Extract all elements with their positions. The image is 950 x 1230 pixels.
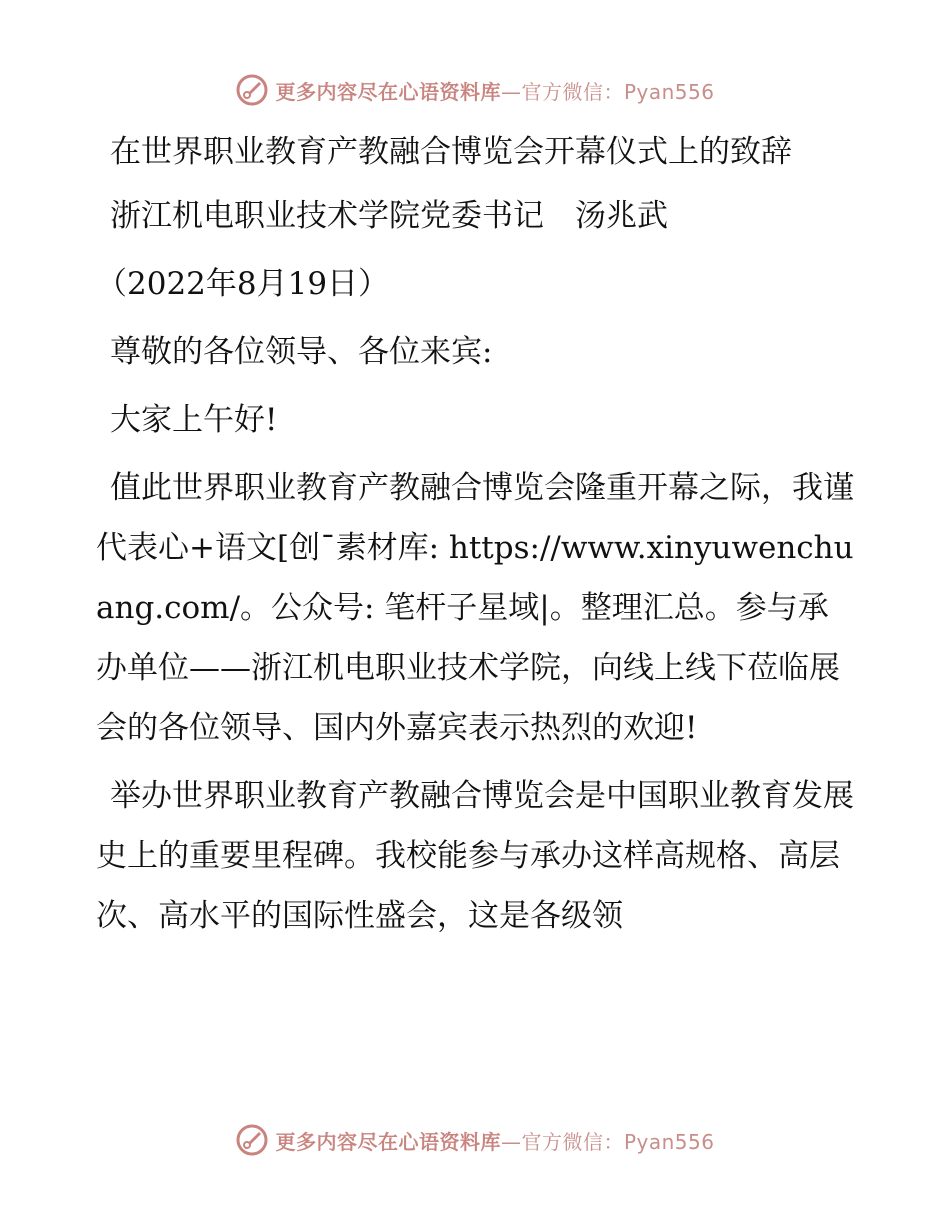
body-paragraph-1: 值此世界职业教育产教融合博览会隆重开幕之际，我谨代表心+语文[创¯素材库: https://www.xinyuwenchuang.com/。公众号: 笔杆子星域|。整理汇总。参与承办单位——浙江机电职业技术学院，向线上线下莅临展会的各位领导、国内外嘉宾表示热烈的欢迎!: [96, 470, 854, 746]
watermark-text: [275, 1126, 714, 1155]
watermark-text: [275, 76, 714, 105]
body-paragraph-2: 举办世界职业教育产教融合博览会是中国职业教育发展史上的重要里程碑。我校能参与承办这样高规格、高层次、高水平的国际性盛会，这是各级领: [96, 778, 854, 934]
watermark-text-contact: —官方微信：Pyan556: [500, 1129, 715, 1154]
speech-date: （2022年8月19日）: [96, 266, 390, 302]
footer-watermark-banner: [0, 1120, 950, 1160]
speech-title: 在世界职业教育产教融合博览会开幕仪式上的致辞: [110, 134, 792, 170]
document-body: [96, 122, 856, 946]
header-watermark-banner: [0, 70, 950, 110]
quill-circle-icon: [235, 1123, 269, 1157]
watermark-text-main: 更多内容尽在心语资料库: [275, 79, 501, 104]
watermark-text-main: 更多内容尽在心语资料库: [275, 1129, 501, 1154]
salutation: 尊敬的各位领导、各位来宾:: [110, 334, 493, 370]
watermark-text-contact: —官方微信：Pyan556: [500, 79, 715, 104]
quill-circle-icon: [235, 73, 269, 107]
speech-author: 浙江机电职业技术学院党委书记 汤兆武: [110, 198, 668, 234]
greeting: 大家上午好!: [110, 402, 278, 438]
